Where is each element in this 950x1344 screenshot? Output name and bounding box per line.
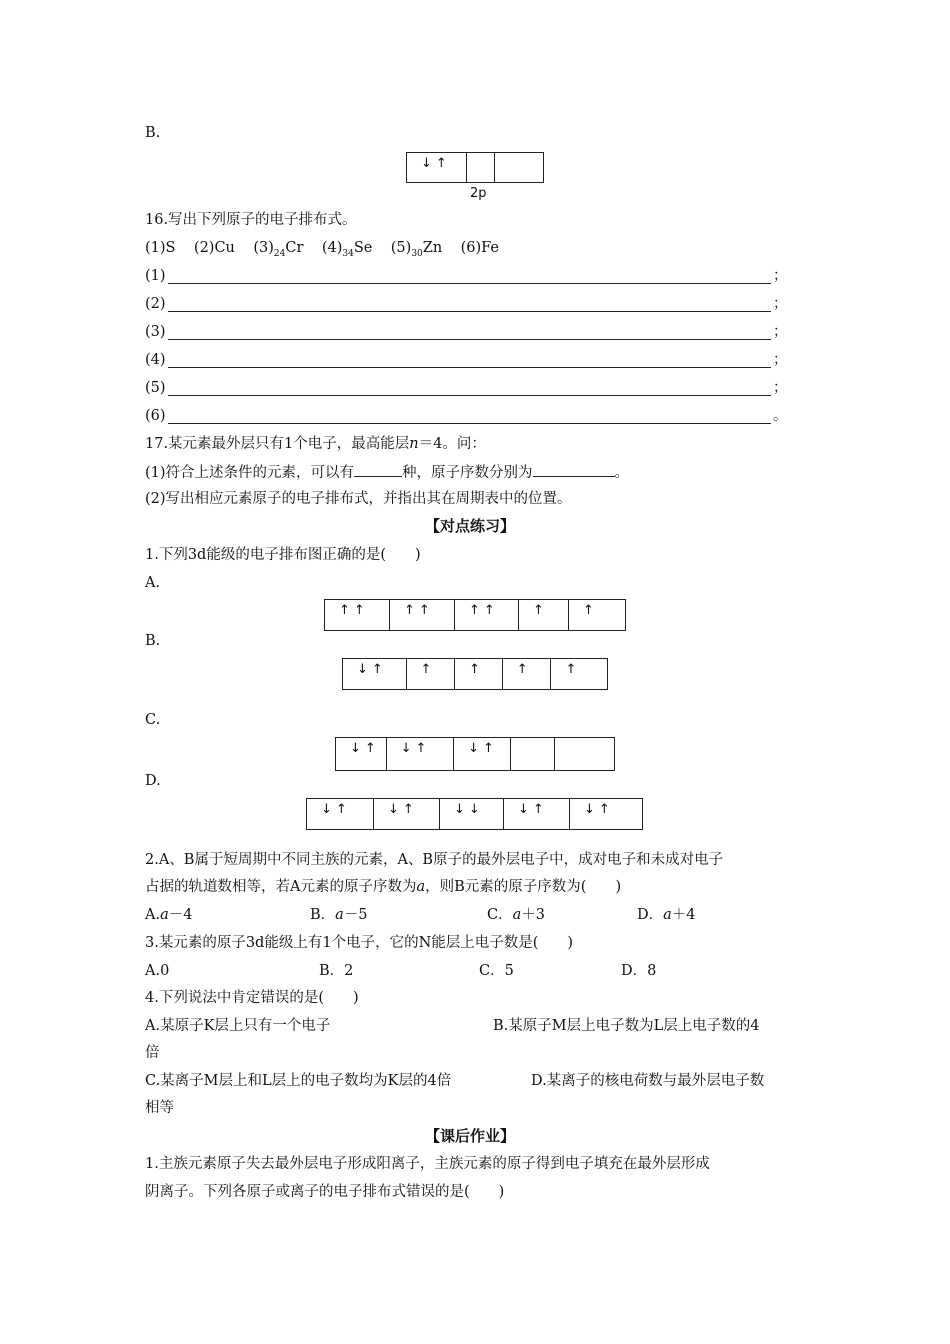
orbital-box [454,738,511,770]
option-label: B． [310,907,336,923]
q17-p1-end: 。 [614,465,630,481]
p2-var-a: a [416,879,426,895]
q16-item: (3) [253,240,274,256]
p3-option: C．5 [479,963,514,979]
q16-item: (5) [390,240,412,256]
answer-end: ； [773,268,788,284]
p2-option-c [487,905,545,925]
orbital-arrows: ↑↑ [339,603,369,618]
orbital-box [343,659,407,689]
orbital-arrows: ↑↑ [404,603,434,618]
orbital-box [325,600,390,630]
orbital-box [387,738,455,770]
orbital-arrows: ↓↑ [388,802,418,817]
p4-option-b: B.某原子M层上电子数为L层上电子数的4 [493,1018,760,1034]
option-term: ＋4 [671,907,696,923]
orbital-diagram-3d-d [306,798,643,830]
orbital-arrows: ↓↑ [321,802,351,817]
p1-stem: 1.下列3d能级的电子排布图正确的是( ) [145,547,421,563]
orbital-diagram-2p [406,152,544,183]
q16-items [145,238,499,264]
answer-label: (4) [145,352,166,368]
orbital-arrows: ↑ [469,662,485,677]
q16-item: (4) [321,240,343,256]
orbital-box [569,600,625,630]
option-label: A. [145,907,161,923]
p2-line2-post: ，则B元素的原子序数为( ) [425,879,622,895]
q17-p1-text: 种，原子序数分别为 [402,465,533,481]
orbital-arrows: ↑ [583,603,598,618]
q17-var-n: n [409,436,419,452]
option-var: a [335,907,344,923]
option-b-label: B. [145,125,161,141]
answer-end: ； [773,324,788,340]
p2-option-a [145,905,192,925]
element-symbol: Cr [285,240,304,256]
orbital-arrows: ↓↓ [454,802,484,817]
orbital-arrows: ↓↑ [468,741,498,756]
option-b-label: B. [145,633,161,649]
p2-line1: 2.A、B属于短周期中不同主族的元素，A、B原子的最外层电子中，成对电子和未成对电子 [145,852,724,868]
q16-stem: 16.写出下列原子的电子排布式。 [145,212,357,228]
orbital-box [551,659,607,689]
option-label: D． [637,907,664,923]
p2-option-b [310,905,368,925]
orbital-box [495,153,543,182]
h1-line2: 阴离子。下列各原子或离子的电子排布式错误的是( ) [145,1184,505,1200]
orbital-box [307,799,374,829]
orbital-arrows: ↓↑ [584,802,614,817]
q17-part2: (2)写出相应元素原子的电子排布式，并指出其在周期表中的位置。 [145,491,572,507]
option-term: －5 [343,907,368,923]
option-term: －4 [168,907,193,923]
orbital-box [455,659,503,689]
orbital-arrows: ↓↑ [357,662,387,677]
answer-label: (5) [145,380,166,396]
q16-item: (1)S [145,240,176,256]
answer-label: (6) [145,408,166,424]
q17-stem-pre: 17.某元素最外层只有1个电子，最高能层 [145,436,410,452]
atomic-number: 30 [411,248,423,259]
element-symbol: Se [353,240,373,256]
p2-option-d [637,905,696,925]
p3-option: B．2 [319,963,354,979]
p4-option-c: C.某离子M层上和L层上的电子数均为K层的4倍 [145,1073,452,1089]
p4-stem: 4.下列说法中肯定错误的是( ) [145,990,359,1006]
p3-option: D．8 [621,963,657,979]
orbital-arrows: ↓↑ [350,741,380,756]
orbital-diagram-3d-b [342,658,608,690]
p3-stem: 3.某元素的原子3d能级上有1个电子，它的N能层上电子数是( ) [145,935,574,951]
q17-part1 [145,462,629,483]
q17-stem-post: ＝4。问： [418,436,486,452]
atomic-number: 34 [342,248,354,259]
option-d-label: D. [145,773,161,789]
answer-blank[interactable] [168,311,771,312]
p2-line2-pre: 占据的轨道数相等，若A元素的原子序数为 [145,879,417,895]
q17-blank-count[interactable] [354,462,402,477]
orbital-box [440,799,504,829]
orbital-arrows: ↑ [420,662,436,677]
orbital-arrows: ↑ [516,662,532,677]
orbital-diagram-3d-a [324,599,626,631]
p2-line2 [145,877,621,897]
answer-label: (3) [145,324,166,340]
answer-blank[interactable] [168,367,771,368]
orbital-box [467,153,495,182]
orbital-box [555,738,614,770]
q16-item: (6)Fe [460,240,500,256]
answer-blank[interactable] [168,395,771,396]
answer-blank[interactable] [168,283,771,284]
orbital-box [390,600,455,630]
orbital-box [503,659,552,689]
orbital-box [570,799,642,829]
option-var: a [663,907,672,923]
orbital-box [455,600,519,630]
q17-stem [145,434,486,454]
orbital-arrows: ↑↑ [469,603,499,618]
element-symbol: Zn [422,240,443,256]
answer-end: ； [773,352,788,368]
orbital-box [374,799,440,829]
orbital-diagram-3d-c [335,737,615,771]
orbital-box [407,659,456,689]
option-var: a [512,907,522,923]
option-a-label: A. [145,575,161,591]
section-heading: 【课后作业】 [425,1127,516,1145]
p4-option-b-cont: 倍 [145,1045,160,1061]
orbital-arrows: ↑ [533,603,548,618]
orbital-arrows: ↓↑ [400,741,431,756]
p4-option-d-cont: 相等 [145,1100,174,1116]
option-c-label: C. [145,712,161,728]
option-var: a [160,907,169,923]
orbital-box [519,600,569,630]
answer-end: ； [773,380,788,396]
p4-option-d: D.某离子的核电荷数与最外层电子数 [531,1073,765,1089]
section-heading: 【对点练习】 [425,517,516,535]
orbital-box [336,738,387,770]
p3-option: A.0 [145,963,170,979]
orbital-box [504,799,570,829]
orbital-arrows: ↑ [565,662,581,677]
answer-end: 。 [773,408,788,424]
answer-blank[interactable] [168,423,771,424]
orbital-box [407,153,467,182]
option-label: C． [487,907,513,923]
answer-label: (1) [145,268,166,284]
answer-label: (2) [145,296,166,312]
orbital-arrows: ↓↑ [421,156,451,171]
q17-p1-text: (1)符合上述条件的元素，可以有 [145,465,355,481]
option-term: ＋3 [521,907,545,923]
orbital-label: 2p [470,186,487,201]
atomic-number: 24 [273,248,286,259]
answer-end: ； [773,296,788,312]
p4-option-a: A.某原子K层上只有一个电子 [145,1018,331,1034]
q16-item: (2)Cu [193,240,235,256]
orbital-box [511,738,556,770]
answer-blank[interactable] [168,339,771,340]
q17-blank-numbers[interactable] [533,462,615,477]
orbital-arrows: ↓↑ [518,802,548,817]
h1-line1: 1.主族元素原子失去最外层电子形成阳离子，主族元素的原子得到电子填充在最外层形成 [145,1156,710,1172]
